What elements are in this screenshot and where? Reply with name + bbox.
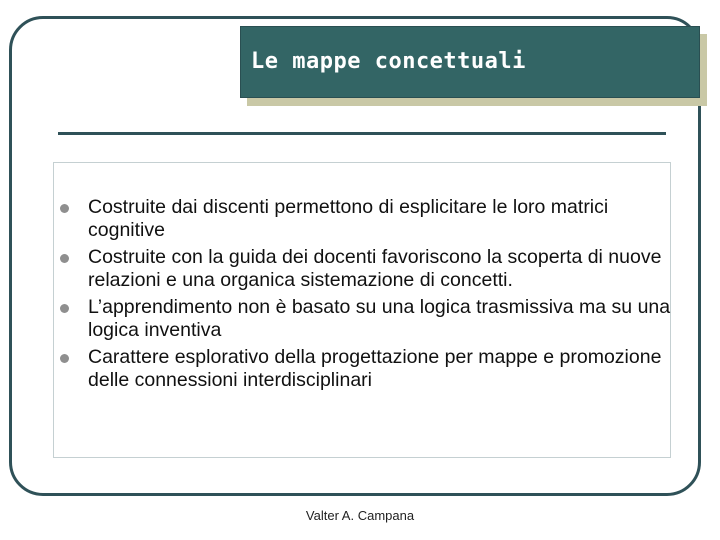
bullet-text: Carattere esplorativo della progettazione per mappe e promozione delle connessioni interdisciplinari [88,346,662,391]
bullet-dot-icon [60,354,69,363]
bullet-dot-icon [60,254,69,263]
bullet-text: Costruite con la guida dei docenti favoriscono la scoperta di nuove relazioni e una organica sistemazione di concetti. [88,246,662,291]
title-divider [58,132,666,135]
bullet-item [88,246,678,292]
bullet-item [88,346,678,392]
bullet-dot-icon [60,204,69,213]
footer-author: Valter A. Campana [305,508,415,523]
title-box [240,26,700,98]
bullet-item [88,296,678,342]
bullet-text: L’apprendimento non è basato su una logica trasmissiva ma su una logica inventiva [88,296,671,341]
bullet-text: Costruite dai discenti permettono di esplicitare le loro matrici cognitive [88,196,609,241]
bullet-list [88,196,678,396]
bullet-dot-icon [60,304,69,313]
bullet-item [88,196,678,242]
slide-title: Le mappe concettuali [251,49,526,74]
